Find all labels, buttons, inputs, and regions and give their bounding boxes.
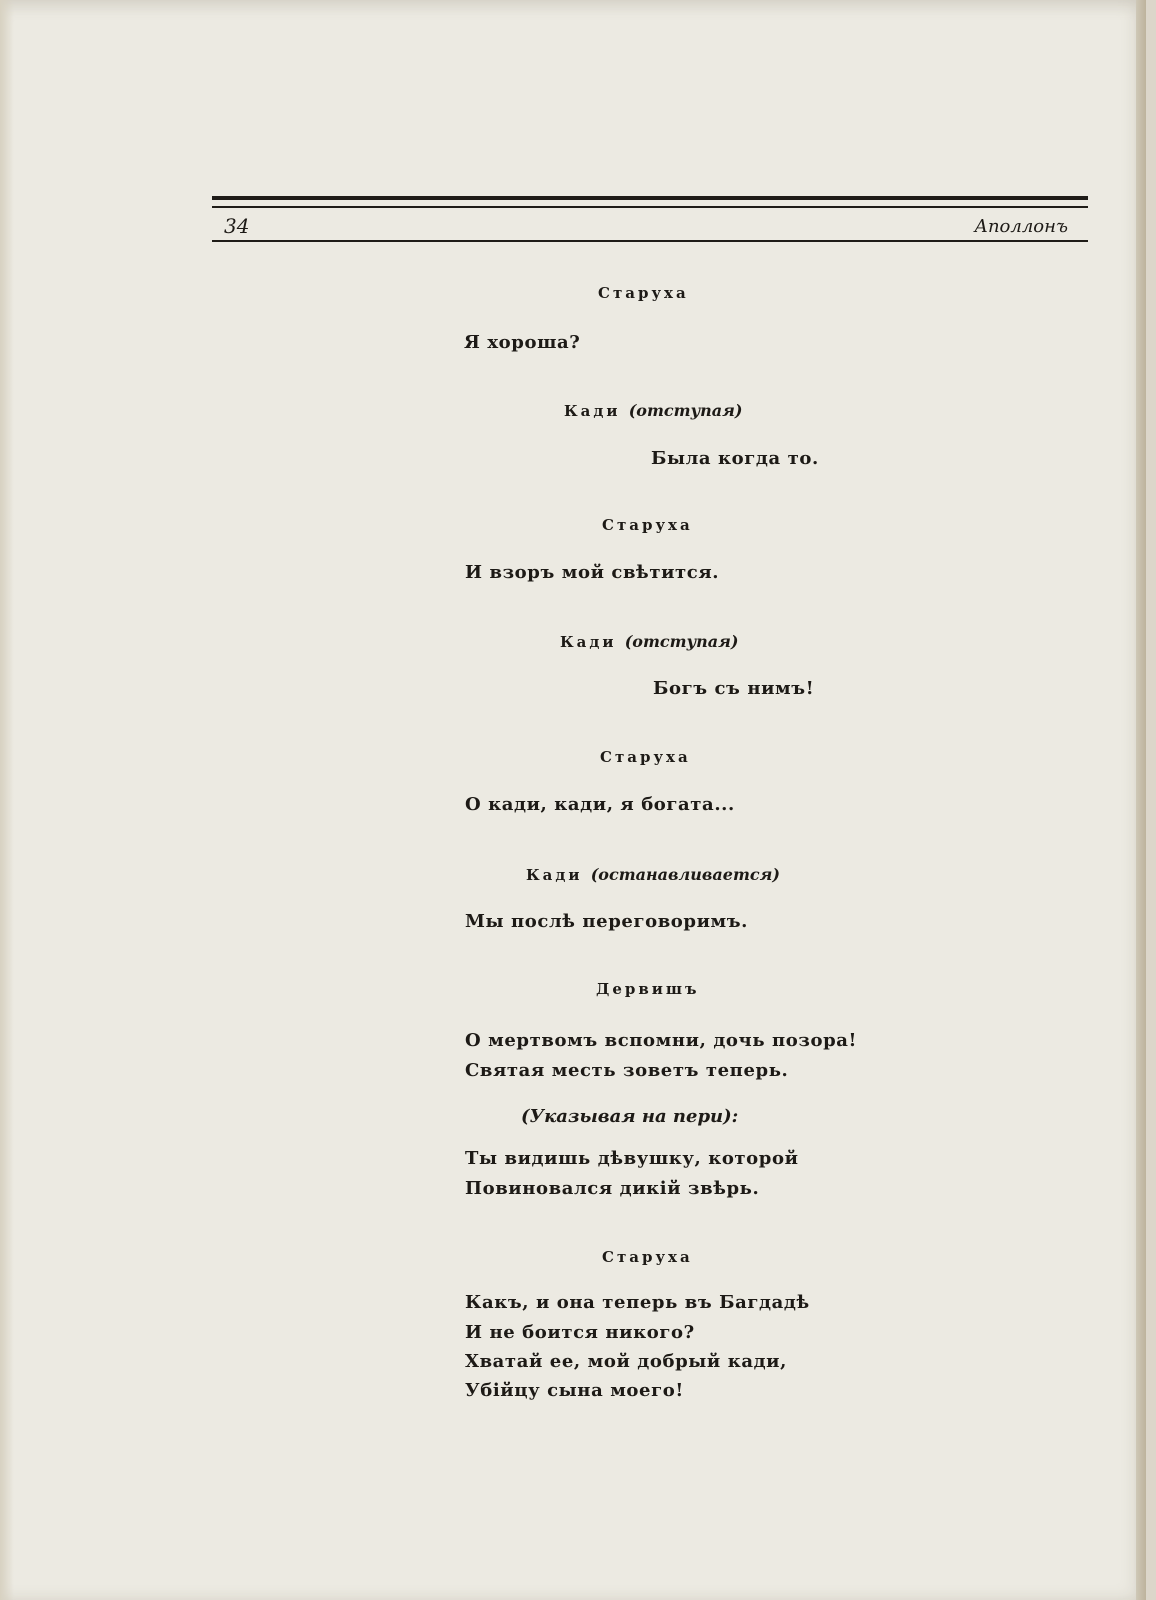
verse-line: Хватай ее, мой добрый кади,: [465, 1351, 787, 1372]
speaker-name: Кади: [526, 866, 583, 884]
stage-direction: (отступая): [624, 632, 739, 651]
speaker-name: Кади: [560, 633, 617, 651]
stage-direction: (останавливается): [590, 865, 780, 884]
page-number: 34: [224, 214, 250, 238]
speaker-name: Старуха: [602, 1248, 693, 1266]
verse-line: И взоръ мой свѣтится.: [465, 562, 720, 583]
verse-line: О мертвомъ вспомни, дочь позора!: [465, 1030, 858, 1051]
verse-line: Была когда то.: [651, 448, 819, 469]
header-rule-thick: [212, 196, 1088, 200]
header-rule-bottom: [212, 240, 1088, 242]
verse-line: Богъ съ нимъ!: [653, 678, 815, 699]
speaker-heading: [564, 401, 742, 420]
verse-line: Ты видишь дѣвушку, которой: [465, 1148, 799, 1169]
verse-line: О кади, кади, я богата...: [465, 794, 735, 815]
speaker-name: Дервишъ: [596, 980, 700, 998]
speaker-name: Кади: [564, 402, 621, 420]
speaker-name: Старуха: [602, 516, 693, 534]
stage-direction: (отступая): [628, 401, 743, 420]
verse-line: Повиновался дикій звѣрь.: [465, 1178, 760, 1199]
speaker-name: Старуха: [600, 748, 691, 766]
verse-line: Я хороша?: [464, 332, 581, 353]
verse-line: Святая месть зоветъ теперь.: [465, 1060, 789, 1081]
header-rule-thin: [212, 206, 1088, 208]
speaker-heading: [526, 865, 780, 884]
verse-line: И не боится никого?: [465, 1322, 695, 1343]
verse-line: Какъ, и она теперь въ Багдадѣ: [465, 1292, 810, 1313]
journal-title: Аполлонъ: [974, 216, 1068, 237]
speaker-name: Старуха: [598, 284, 689, 302]
stage-direction: (Указывая на пери):: [521, 1106, 739, 1127]
speaker-heading: [560, 632, 738, 651]
page-left-edge: [0, 0, 14, 1600]
verse-line: Убійцу сына моего!: [465, 1380, 684, 1401]
verse-line: Мы послѣ переговоримъ.: [465, 911, 749, 932]
page-right-edge: [1136, 0, 1146, 1600]
